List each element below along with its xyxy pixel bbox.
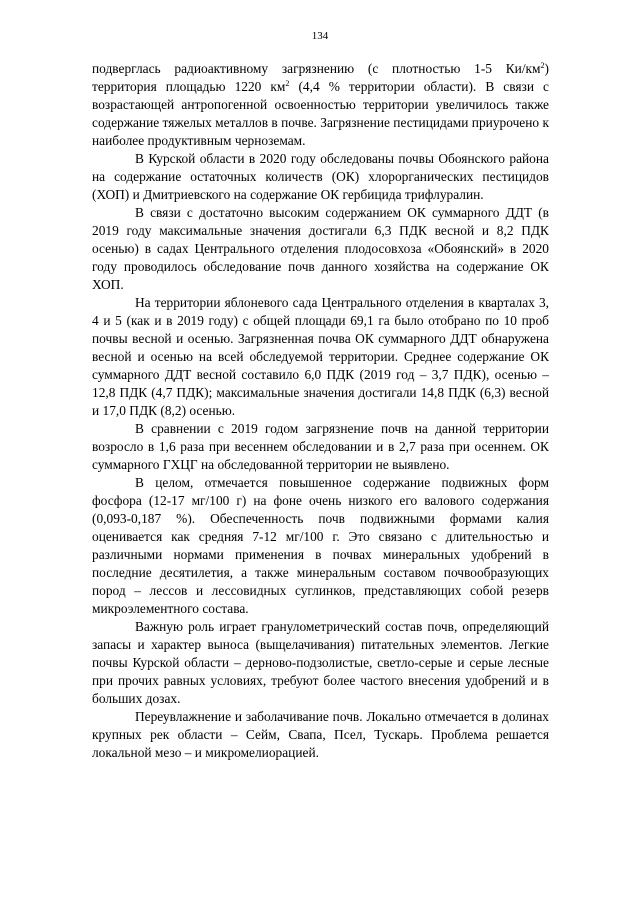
- paragraph-text: (4,4 % территории области). В связи с возрастающей антропогенной освоенностью территории увеличилось также содержание тяжелых металлов в почве. Загрязнение пестицидами приурочено к наиболее продуктивным черноземам.: [92, 79, 549, 148]
- paragraph-survey-2020: В Курской области в 2020 году обследованы почвы Обоянского района на содержание остаточных количеств (ОК) хлорорганических пестицидов (ХОП) и Дмитриевского на содержание ОК гербицида трифлуралин.: [92, 151, 549, 202]
- paragraph-apple-orchard: На территории яблоневого сада Центрального отделения в кварталах 3, 4 и 5 (как и в 2019 году) с общей площади 69,1 га было отобрано по 10 проб почвы весной и осенью. Загрязненная почва ОК суммарного ДДТ обнаружена весной и осенью на всей обследуемой территории. Среднее содержание ОК суммарного ДДТ весной составило 6,0 ПДК (2019 год – 3,7 ПДК), осенью – 12,8 ПДК (4,7 ПДК); максимальные значения достигали 14,8 ПДК (6,3) весной и 17,0 ПДК (8,2) осенью.: [92, 295, 549, 418]
- paragraph-granulometric: Важную роль играет гранулометрический состав почв, определяющий запасы и характер выноса (выщелачивания) питательных элементов. Легкие почвы Курской области – дерново-подзолистые, светло-серые и серые лесные при прочих равных условиях, требуют более частого внесения удобрений и в больших дозах.: [92, 619, 549, 706]
- paragraph-text: подверглась радиоактивному загрязнению (с плотностью 1-5 Ки/км: [92, 61, 541, 76]
- superscript: 2: [540, 61, 545, 70]
- superscript: 2: [285, 79, 290, 88]
- paragraph-waterlogging: Переувлажнение и заболачивание почв. Локально отмечается в долинах крупных рек области – Сейм, Свапа, Псел, Тускарь. Проблема решается локальной мезо – и микромелиорацией.: [92, 709, 549, 760]
- paragraph-phosphorus-potassium: В целом, отмечается повышенное содержание подвижных форм фосфора (12-17 мг/100 г) на фоне очень низкого его валового содержания (0,093-0,187 %). Обеспеченность почв подвижными формами калия оценивается как средняя 7-12 мг/100 г. Это связано с длительностью и различными нормами применения в почвах минеральных удобрений в последние десятилетия, а также минеральным составом почвообразующих пород – лессов и лессовидных суглинков, представляющих собой резерв микроэлементного состава.: [92, 475, 549, 616]
- paragraph-radioactive-contamination: [92, 60, 549, 150]
- body-text: [92, 60, 549, 762]
- paragraph-ddt-orchards: В связи с достаточно высоким содержанием ОК суммарного ДДТ (в 2019 году максимальные значения достигали 6,3 ПДК весной и 8,2 ПДК осенью) в садах Центрального отделения плодосовхоза «Обоянский» в 2020 году проводилось обследование почв данного хозяйства на содержание ОК ХОП.: [92, 205, 549, 292]
- page-number: 134: [311, 30, 329, 42]
- paragraph-text: ) территория площадью 1220 км: [92, 61, 549, 94]
- paragraph-comparison-2019: В сравнении с 2019 годом загрязнение почв на данной территории возросло в 1,6 раза при весеннем обследовании и в 2,7 раза при осеннем. ОК суммарного ГХЦГ на обследованной территории не выявлено.: [92, 421, 549, 472]
